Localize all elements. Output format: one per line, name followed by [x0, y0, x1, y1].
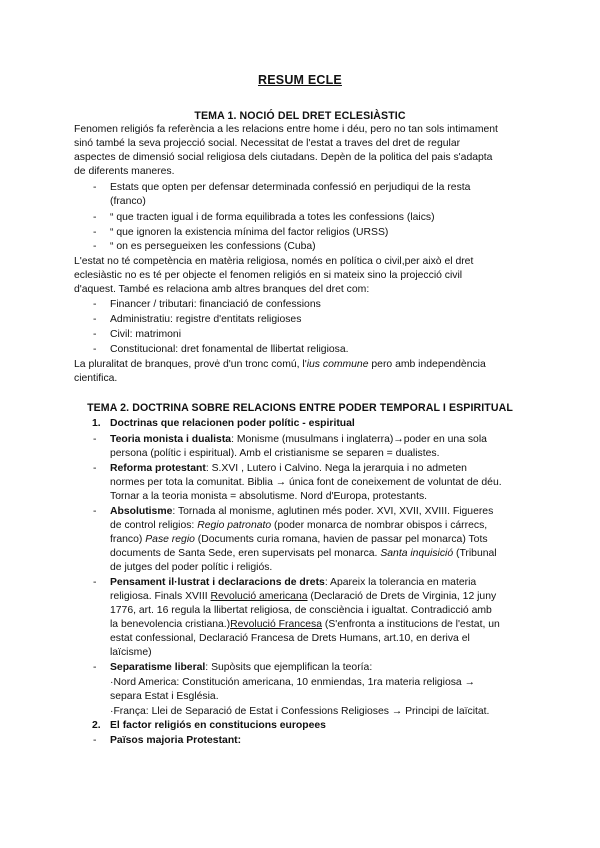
list-item: [110, 576, 476, 590]
list-item-cont: separa Estat i Església.: [110, 691, 219, 702]
emphasis-text: Regio patronato: [197, 520, 272, 531]
text-run: : Monisme (musulmans i inglaterra)→poder en una sola: [231, 434, 487, 445]
text-run: (S'enfronta a institucions de l'estat, un: [321, 619, 500, 630]
emphasis-text: ius commune: [306, 359, 369, 370]
list-item: Financer / tributari: financiació de confessions: [110, 299, 321, 310]
list-item: “ que tracten igual i de forma equilibrada a totes les confessions (laics): [110, 212, 435, 223]
item-label: Reforma protestant: [110, 463, 206, 474]
bullet-dash: -: [93, 662, 97, 673]
tema1-para-line: L'estat no té competència en matèria religiosa, només en política o civil,per això el dret: [74, 256, 474, 267]
text-run: la benevolencia cristiana.): [110, 619, 231, 630]
list-item-cont: normes per tota la comunitat. Biblia → única font de coneixement de voluntat de déu.: [110, 477, 502, 488]
text-run: (poder monarca de nombrar obispos i cárrecs,: [271, 520, 488, 531]
bullet-dash: -: [93, 344, 97, 355]
bullet-dash: -: [93, 241, 97, 252]
text-run: : Apareix la tolerancia en materia: [324, 577, 477, 588]
item-label: Separatisme liberal: [110, 662, 206, 673]
text-run: religiosa. Finals XVIII: [110, 591, 211, 602]
text-run: : S.XVI , Lutero i Calvino. Nega la jerarquia i no admeten: [205, 463, 467, 474]
item-label: Teoria monista i dualista: [110, 434, 232, 445]
tema1-para-line: eclesiàstic no es té per objecte el fenomen religiós en si mateix sino la projecció civil: [74, 270, 463, 281]
text-run: franco): [110, 534, 146, 545]
list-item-cont: de jutges del poder polític i religiós.: [110, 562, 273, 573]
tema2-heading: TEMA 2. DOCTRINA SOBRE RELACIONS ENTRE PODER TEMPORAL I ESPIRITUAL: [87, 402, 513, 414]
bullet-dash: -: [93, 182, 97, 193]
bullet-dash: -: [93, 227, 97, 238]
bullet-dash: -: [93, 577, 97, 588]
text-run: pero amb independència: [368, 359, 486, 370]
list-item: [110, 433, 487, 447]
tema1-intro-line: de diferents maneres.: [74, 166, 175, 177]
bullet-dash: -: [93, 314, 97, 325]
list-item-cont: ·França: Llei de Separació de Estat i Confessions Religioses → Principi de laïcitat.: [110, 706, 490, 717]
text-run: : Tornada al monisme, aglutinen més poder. XVI, XVII, XVIII. Figueres: [172, 506, 494, 517]
bullet-dash: -: [93, 463, 97, 474]
emphasis-text: Santa inquisició: [380, 548, 454, 559]
text-run: La pluralitat de branques, provė d'un tronc comú, l': [74, 359, 307, 370]
list-item-cont: persona (polític i espiritual). Amb el cristianisme se separen = dualistes.: [110, 448, 440, 459]
list-item: [110, 462, 467, 476]
list-item: “ que ignoren la existencia mínima del factor religios (URSS): [110, 227, 389, 238]
tema1-para-line: d'aquest. També es relaciona amb altres branques del dret com:: [74, 284, 370, 295]
item-label: Absolutisme: [110, 506, 173, 517]
list-item-cont: 1776, art. 16 regula la llibertat religiosa, de consciència i igualtat. Contradicció amb: [110, 605, 492, 616]
tema1-intro-line: sinó també la seva projecció social. Necessitat de l'estat a traves del dret de regular: [74, 138, 461, 149]
underlined-text: Revolució americana: [210, 591, 308, 602]
list-item: Civil: matrimoni: [110, 329, 182, 340]
bullet-dash: -: [93, 299, 97, 310]
text-run: (Declaració de Drets de Virginia, 12 juny: [307, 591, 497, 602]
list-item-cont: ·Nord America: Constitución americana, 10 enmiendas, 1ra materia religiosa →: [110, 677, 475, 688]
list-item-cont: laïcisme): [110, 647, 152, 658]
list-item: Administratiu: registre d'entitats religioses: [110, 314, 302, 325]
text-run: : Supòsits que ejemplifican la teoría:: [205, 662, 373, 673]
list-item: [110, 505, 493, 519]
list-item-cont: [110, 547, 497, 561]
tema1-para-line: [74, 358, 486, 372]
underlined-text: Revolució Francesa: [230, 619, 322, 630]
list-item-cont: [110, 618, 500, 632]
bullet-dash: -: [93, 735, 97, 746]
section-number: 1.: [92, 418, 101, 429]
section-title: El factor religiós en constitucions europees: [110, 720, 326, 731]
tema1-intro-line: aspectes de dimensió social religiosa dels ciutadans. Depèn de la politica del pais s'adapta: [74, 152, 493, 163]
bullet-dash: -: [93, 434, 97, 445]
list-item-cont: [110, 519, 487, 533]
bullet-dash: -: [93, 506, 97, 517]
list-item: “ on es persegueixen les confessions (Cuba): [110, 241, 316, 252]
list-item: Estats que opten per defensar determinada confessió en perjudiqui de la resta: [110, 182, 471, 193]
list-item-cont: estat confessional, Declaració Francesa de Drets Humans, art.10, en deriva el: [110, 633, 470, 644]
list-item: [110, 661, 372, 675]
list-item-cont: [110, 533, 488, 547]
text-run: de control religios:: [110, 520, 198, 531]
emphasis-text: Pase regio: [145, 534, 195, 545]
tema1-para-line: cientifica.: [74, 373, 118, 384]
bullet-dash: -: [93, 212, 97, 223]
list-item: (franco): [110, 196, 146, 207]
tema1-intro-line: Fenomen religiós fa referència a les relacions entre home i déu, pero no tan sols intimament: [74, 124, 498, 135]
list-item-cont: Tornar a la teoria monista = absolutisme. Nord d'Europa, protestants.: [110, 491, 428, 502]
bullet-dash: -: [93, 329, 97, 340]
tema1-heading: TEMA 1. NOCIÓ DEL DRET ECLESIÀSTIC: [194, 110, 406, 122]
text-run: (Documents curia romana, havien de passar pel monarca) Tots: [194, 534, 488, 545]
list-item-cont: [110, 590, 496, 604]
document-title: RESUM ECLE: [258, 73, 342, 87]
text-run: (Tribunal: [453, 548, 497, 559]
list-item: Constitucional: dret fonamental de llibertat religiosa.: [110, 344, 349, 355]
text-run: documents de Santa Sede, eren supervisats pel monarca.: [110, 548, 381, 559]
list-item: Països majoria Protestant:: [110, 735, 242, 746]
section-title: Doctrinas que relacionen poder polític - espiritual: [110, 418, 355, 429]
section-number: 2.: [92, 720, 101, 731]
item-label: Pensament il·lustrat i declaracions de drets: [110, 577, 325, 588]
